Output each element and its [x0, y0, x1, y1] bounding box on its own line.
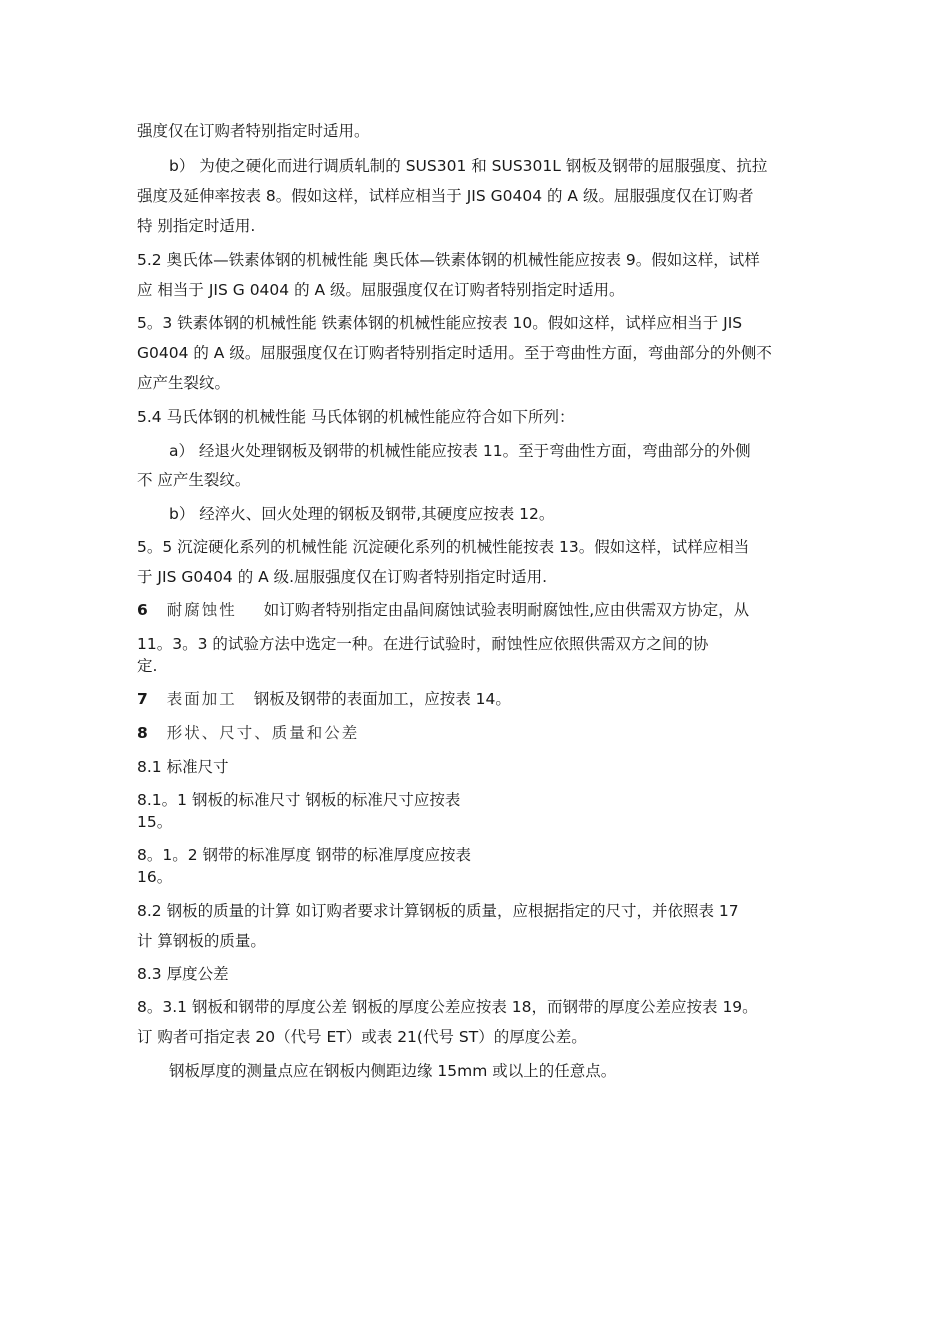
section-title: 表面加工: [166, 690, 237, 708]
paragraph-line: 于 JIS G0404 的 A 级.屈服强度仅在订购者特别指定时适用.: [137, 568, 548, 586]
paragraph-line: 定.: [137, 657, 158, 675]
paragraph-line: 应 相当于 JIS G 0404 的 A 级。屈服强度仅在订购者特别指定时适用。: [137, 281, 625, 299]
section-8-2-line: 8.2 钢板的质量的计算 如订购者要求计算钢板的质量，应根据指定的尺寸，并依照表 17: [137, 902, 739, 920]
section-8-1-1-line: 8.1。1 钢板的标准尺寸 钢板的标准尺寸应按表: [137, 791, 461, 809]
section-8-3-1-line: 8。3.1 钢板和钢带的厚度公差 钢板的厚度公差应按表 18，而钢带的厚度公差应按表 19。: [137, 998, 758, 1016]
paragraph-line: 订 购者可指定表 20（代号 ET）或表 21(代号 ST）的厚度公差。: [137, 1028, 587, 1046]
section-number: 6: [137, 601, 148, 619]
section-title: 形状、尺寸、质量和公差: [166, 724, 360, 742]
paragraph-line: 15。: [137, 813, 173, 831]
section-title: 耐腐蚀性: [166, 601, 237, 619]
section-5-5-line: 5。5 沉淀硬化系列的机械性能 沉淀硬化系列的机械性能按表 13。假如这样，试样应相当: [137, 538, 750, 556]
paragraph-line: 应产生裂纹。: [137, 374, 231, 392]
paragraph-line: G0404 的 A 级。屈服强度仅在订购者特别指定时适用。至于弯曲性方面，弯曲部分的外侧不: [137, 344, 772, 362]
paragraph-line: 不 应产生裂纹。: [137, 471, 251, 489]
section-8-heading-line: [137, 723, 359, 743]
paragraph-line: 强度仅在订购者特别指定时适用。: [137, 122, 370, 140]
paragraph-line: 钢板厚度的测量点应在钢板内侧距边缘 15mm 或以上的任意点。: [169, 1062, 617, 1080]
paragraph-line: 11。3。3 的试验方法中选定一种。在进行试验时，耐蚀性应依照供需双方之间的协: [137, 635, 709, 653]
section-5-3-line: 5。3 铁素体钢的机械性能 铁素体钢的机械性能应按表 10。假如这样，试样应相当于 JIS: [137, 314, 743, 332]
paragraph-line: 16。: [137, 868, 173, 886]
paragraph-line: b） 为使之硬化而进行调质轧制的 SUS301 和 SUS301L 钢板及钢带的屈服强度、抗拉: [169, 157, 768, 175]
section-text: 如订购者特别指定由晶间腐蚀试验表明耐腐蚀性,应由供需双方协定，从: [263, 601, 750, 619]
paragraph-line: b） 经淬火、回火处理的钢板及钢带,其硬度应按表 12。: [169, 505, 555, 523]
section-7-heading-line: [137, 689, 511, 709]
section-number: 8: [137, 724, 148, 742]
section-number: 7: [137, 690, 148, 708]
section-5-4-line: 5.4 马氏体钢的机械性能 马氏体钢的机械性能应符合如下所列：: [137, 408, 575, 426]
section-5-2-line: 5.2 奥氏体—铁素体钢的机械性能 奥氏体—铁素体钢的机械性能应按表 9。假如这样，试样: [137, 251, 760, 269]
section-8-1-line: 8.1 标准尺寸: [137, 758, 229, 776]
section-text: 钢板及钢带的表面加工，应按表 14。: [253, 690, 511, 708]
section-8-3-line: 8.3 厚度公差: [137, 965, 229, 983]
section-8-1-2-line: 8。1。2 钢带的标准厚度 钢带的标准厚度应按表: [137, 846, 471, 864]
paragraph-line: 计 算钢板的质量。: [137, 932, 266, 950]
paragraph-line: 特 别指定时适用.: [137, 217, 256, 235]
paragraph-line: 强度及延伸率按表 8。假如这样，试样应相当于 JIS G0404 的 A 级。屈服强度仅在订购者: [137, 187, 754, 205]
section-6-heading-line: [137, 600, 749, 620]
paragraph-line: a） 经退火处理钢板及钢带的机械性能应按表 11。至于弯曲性方面，弯曲部分的外侧: [169, 442, 751, 460]
